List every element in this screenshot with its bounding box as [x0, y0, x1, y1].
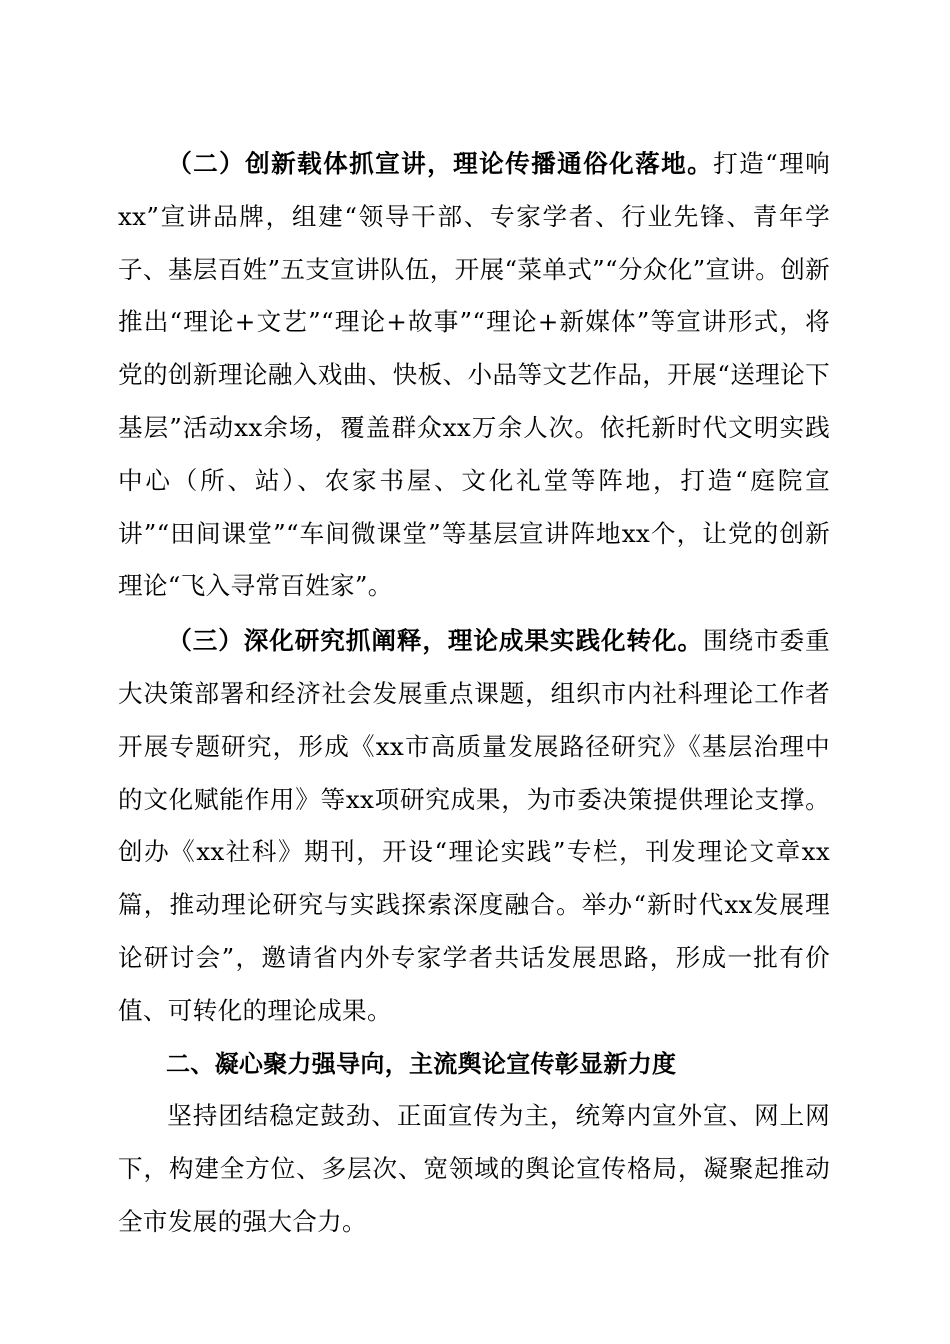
document-body — [118, 138, 830, 1249]
paragraph-closing: 坚持团结稳定鼓劲、正面宣传为主，统筹内宣外宣、网上网下，构建全方位、多层次、宽领域的舆论宣传格局，凝聚起推动全市发展的强大合力。 — [118, 1101, 830, 1236]
paragraph-text: 围绕市委重大决策部署和经济社会发展重点课题，组织市内社科理论工作者开展专题研究，形成《xx市高质量发展路径研究》《基层治理中的文化赋能作用》等xx项研究成果，为市委决策提供理论支撑。创办《xx社科》期刊，开设“理论实践”专栏，刊发理论文章xx篇，推动理论研究与实践探索深度融合。举办“新时代xx发展理论研讨会”，邀请省内外专家学者共话发展思路，形成一批有价值、可转化的理论成果。 — [118, 626, 830, 1025]
paragraph-text: 打造“理响xx”宣讲品牌，组建“领导干部、专家学者、行业先锋、青年学子、基层百姓”五支宣讲队伍，开展“菜单式”“分众化”宣讲。创新推出“理论+文艺”“理论+故事”“理论+新媒体”等宣讲形式，将党的创新理论融入戏曲、快板、小品等文艺作品，开展“送理论下基层”活动xx余场，覆盖群众xx万余人次。依托新时代文明实践中心（所、站）、农家书屋、文化礼堂等阵地，打造“庭院宣讲”“田间课堂”“车间微课堂”等基层宣讲阵地xx个，让党的创新理论“飞入寻常百姓家”。 — [118, 149, 830, 601]
paragraph-lead: （三）深化研究抓阐释，理论成果实践化转化。 — [167, 626, 704, 656]
paragraph-lead: （二）创新载体抓宣讲，理论传播通俗化落地。 — [167, 149, 714, 178]
paragraph-deepen-research — [118, 615, 830, 1037]
paragraph-innovate-carriers — [118, 138, 830, 613]
section-heading: 二、凝心聚力强导向，主流舆论宣传彰显新力度 — [166, 1049, 677, 1078]
